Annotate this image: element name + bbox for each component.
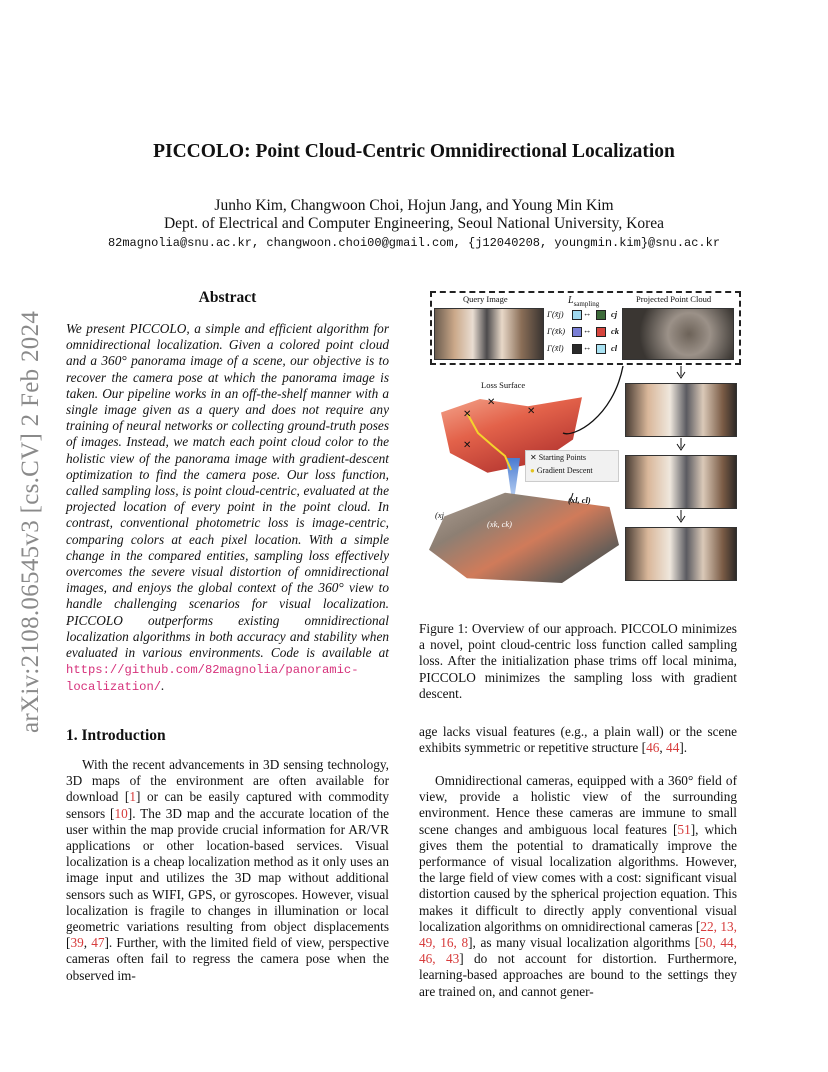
paper-emails: 82magnolia@snu.ac.kr, changwoon.choi00@gmail.com, {j12040208, youngmin.kim}@snu.ac.kr <box>107 236 721 250</box>
abstract-end: . <box>161 678 165 694</box>
arrow-icon: ↔ <box>583 342 592 352</box>
svg-text:✕: ✕ <box>487 397 496 408</box>
citation-link[interactable]: 47 <box>91 935 105 951</box>
body-text: ]. <box>679 740 688 756</box>
pair-left-label: Γ(x̃j) <box>547 309 564 319</box>
loss-surface-label: Loss Surface <box>481 380 526 390</box>
intro-paragraph <box>66 757 389 984</box>
query-image-label: Query Image <box>463 294 508 304</box>
body-text: ], as many visual localization algorithms [ <box>468 935 700 951</box>
citation-link[interactable]: 46 <box>646 740 660 756</box>
figure-1 <box>423 288 741 588</box>
svg-text:✕: ✕ <box>527 406 536 417</box>
citation-link[interactable]: 39 <box>70 935 84 951</box>
paper-title: PICCOLO: Point Cloud-Centric Omnidirectional Localization <box>153 141 675 162</box>
pair-right-label: cl <box>611 343 618 353</box>
figure-caption: Figure 1: Overview of our approach. PICCOLO minimizes a novel, point cloud-centric loss function called sampling loss. After the initialization phase trims off local minima, PICCOLO minimizes the sampling loss with gradient descent. <box>419 621 737 701</box>
pair-right-label: cj <box>611 309 618 319</box>
figure-legend <box>525 450 619 482</box>
svg-text:✕: ✕ <box>463 409 472 420</box>
intro-text: ] or can be easily captured with commodity sensors [ <box>66 789 389 821</box>
intro-heading: 1. Introduction <box>66 727 166 744</box>
point-xj-label: (xj <box>435 510 444 520</box>
paper-authors: Junho Kim, Changwoon Choi, Hojun Jang, and Young Min Kim <box>214 197 614 214</box>
sampling-loss-label: $L_{sampling}$ <box>568 295 600 308</box>
arrow-icon: ↔ <box>583 325 592 335</box>
pair-right-label: ck <box>611 326 620 336</box>
citation-link[interactable]: 51 <box>677 821 691 837</box>
abstract-body <box>66 321 389 696</box>
projected-point-cloud-label: Projected Point Cloud <box>636 294 712 304</box>
point-xl-label: (xl, cl) <box>568 495 591 505</box>
pair-left-label: Γ(x̃k) <box>547 326 566 336</box>
citation-link[interactable]: 1 <box>129 789 137 805</box>
intro-text: ]. Further, with the limited field of view, perspective cameras often fail to regress the camera pose when the observed im- <box>66 935 389 983</box>
gradient-descent-legend: ● Gradient Descent <box>530 466 593 475</box>
body-text: Omnidirectional cameras, equipped with a 360° field of view, provide a holistic view of the surrounding environment. Hence these cameras are immune to small scene changes and ambiguous local features [ <box>419 773 737 837</box>
body-text: , <box>659 740 667 756</box>
code-url-link[interactable]: https://github.com/82magnolia/panoramic-localization/ <box>66 663 359 695</box>
right-paragraph-1 <box>419 724 737 756</box>
abstract-text: We present PICCOLO, a simple and efficient algorithm for omnidirectional localization. Given a colored point cloud and a 360° panorama image of a scene, our objective is to recover the camera pose at which the panorama image is taken. Our pipeline works in an off-the-shelf manner with a single image given as a query and does not require any training of neural networks or collecting ground-truth poses of images. Instead, we match each point cloud color to the holistic view of the panorama image with gradient-descent optimization to find the camera pose. Our loss function, called sampling loss, is point cloud-centric, evaluated at the projected location of every point in the point cloud. In contrast, conventional photometric loss is image-centric, comparing colors at each pixel location. With a simple change in the compared entities, sampling loss effectively overcomes the severe visual distortion of omnidirectional images, and enjoys the global context of the 360° view to handle challenging scenarios for visual localization. PICCOLO outperforms existing omnidirectional localization algorithms in both accuracy and stability when evaluated in various environments. Code is available at <box>66 321 389 661</box>
arrow-icon: ↔ <box>583 308 592 318</box>
arxiv-identifier: arXiv:2108.06545v3 [cs.CV] 2 Feb 2024 <box>17 310 44 734</box>
iteration-panorama-1 <box>625 383 737 437</box>
intro-text: , <box>83 935 92 951</box>
iteration-panorama-3 <box>625 527 737 581</box>
intro-text: ]. The 3D map and the accurate location of the user within the map provide crucial information for AR/VR applications or other location-based services. Visual localization is a cheap localization method as it only uses an image input and utilizes the 3D map without additional sensors such as WIFI, GPS, or gyroscopes. However, visual localization is fragile to changes in illumination or local geometric variations resulting from object displacements [ <box>66 805 390 951</box>
body-text: ] do not account for distortion. Furthermore, learning-based approaches are bound to the settings they are trained on, and cannot gener- <box>419 951 737 999</box>
body-text: ], which gives them the potential to dramatically improve the performance of visual localization algorithms. However, the large field of view comes with a cost: significant visual distortion caused by the spherical projection equation. This makes it difficult to directly apply conventional visual localization algorithms on omnidirectional cameras [ <box>419 821 737 934</box>
abstract-heading: Abstract <box>198 289 257 306</box>
pair-left-label: Γ(x̃l) <box>547 343 564 353</box>
point-xk-label: (xk, ck) <box>487 519 513 529</box>
iteration-panorama-2 <box>625 455 737 509</box>
citation-link[interactable]: 44 <box>666 740 680 756</box>
right-paragraph-2 <box>419 773 737 1000</box>
citation-link[interactable]: 10 <box>114 805 128 821</box>
intro-text: With the recent advancements in 3D sensing technology, 3D maps of the environment are often available for download [ <box>66 757 389 805</box>
svg-text:✕: ✕ <box>463 440 472 451</box>
paper-affiliation: Dept. of Electrical and Computer Engineering, Seoul National University, Korea <box>163 215 664 232</box>
starting-points-legend: ✕ Starting Points <box>530 453 587 462</box>
citation-link[interactable]: 22, 13, 49, 16, 8 <box>419 918 737 951</box>
citation-link[interactable]: 50, 44, 46, 43 <box>419 935 737 967</box>
body-text: age lacks visual features (e.g., a plain wall) or the scene exhibits symmetric or repetitive structure [ <box>419 724 737 756</box>
